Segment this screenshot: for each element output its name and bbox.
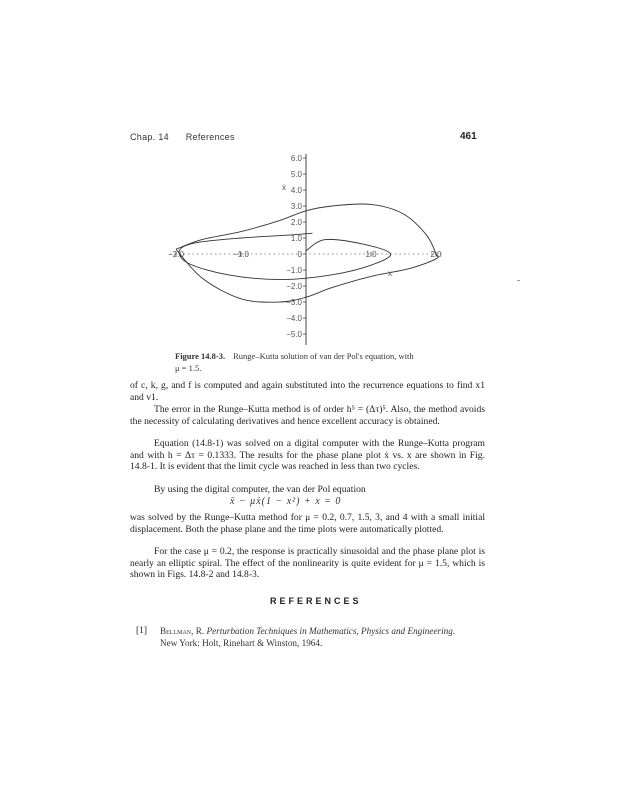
- caption-text-1: Runge–Kutta solution of van der Pol's equation, with: [233, 351, 414, 361]
- running-header: [130, 132, 249, 142]
- y-tick-label: −4.0: [286, 314, 302, 323]
- page-number: 461: [460, 131, 477, 142]
- y-tick-label: 2.0: [290, 218, 302, 227]
- trajectory-curve: [179, 233, 391, 279]
- x-tick-label: −2.0: [168, 250, 184, 259]
- x-axis-label: x: [388, 269, 392, 278]
- y-axis-label: ẋ: [282, 183, 286, 192]
- reference-title: Perturbation Techniques in Mathematics, Physics and Engineering.: [206, 626, 456, 636]
- x-tick-label: −1.0: [233, 250, 249, 259]
- y-tick-label: 1.0: [290, 234, 302, 243]
- y-tick-label: −3.0: [286, 298, 302, 307]
- y-tick-label: 5.0: [290, 170, 302, 179]
- figure-label: Figure 14.8-3.: [175, 351, 226, 361]
- reference-number: [1]: [136, 626, 148, 636]
- paragraph-4: By using the digital computer, the van der Pol equation: [154, 484, 366, 495]
- y-tick-label: −5.0: [286, 330, 302, 339]
- reference-publisher: New York: Holt, Rinehart & Winston, 1964.: [160, 637, 323, 648]
- paragraph-2: The error in the Runge–Kutta method is of order h⁵ = (Δτ)⁵. Also, the method avoids the necessity of calculating derivatives and hence excellent accuracy is obtained.: [130, 404, 485, 427]
- x-tick-label: 2.0: [430, 250, 442, 259]
- chapter-label: Chap. 14: [130, 132, 169, 142]
- reference-entry: [160, 626, 490, 649]
- y-tick-label: −2.0: [286, 282, 302, 291]
- x-tick-label: 1.0: [365, 250, 377, 259]
- paragraph-3: Equation (14.8-1) was solved on a digital computer with the Runge–Kutta program and with h = Δτ = 0.1333. The results for the phase plane plot ẋ vs. x are shown in Fig. 14.8-1. It is evident that the limit cycle was reached in less than two cycles.: [130, 438, 485, 473]
- reference-author: Bellman, R.: [160, 626, 205, 636]
- paragraph-5: was solved by the Runge–Kutta method for μ = 0.2, 0.7, 1.5, 3, and 4 with a small initial displacement. Both the phase plane and the time plots were automatically plotted.: [130, 512, 485, 535]
- plot-ticks: [168, 154, 442, 345]
- y-tick-label: 4.0: [290, 186, 302, 195]
- plot-curves: [176, 204, 438, 302]
- y-tick-label: −1.0: [286, 266, 302, 275]
- references-heading: REFERENCES: [270, 596, 362, 606]
- y-tick-label: 0: [297, 250, 302, 259]
- section-label: References: [185, 132, 235, 142]
- scan-mark: [517, 280, 520, 281]
- paragraph-6: For the case μ = 0.2, the response is practically sinusoidal and the phase plane plot is nearly an elliptic spiral. The effect of the nonlinearity is quite evident for μ = 1.5, which is shown in Figs. 14.8-2 and 14.8-3.: [130, 546, 485, 581]
- y-tick-label: 6.0: [290, 154, 302, 163]
- y-tick-label: 3.0: [290, 202, 302, 211]
- phase-plane-plot: [160, 150, 460, 345]
- van-der-pol-equation: ẍ − μẋ(1 − x²) + x = 0: [230, 496, 342, 507]
- plot-axes: [170, 154, 442, 345]
- paragraph-1: of c, k, g, and f is computed and again substituted into the recurrence equations to find x1 and v1.: [130, 380, 485, 403]
- caption-text-2: μ = 1.5.: [175, 363, 202, 373]
- figure-caption: [175, 350, 475, 374]
- limit-cycle-curve: [176, 204, 438, 302]
